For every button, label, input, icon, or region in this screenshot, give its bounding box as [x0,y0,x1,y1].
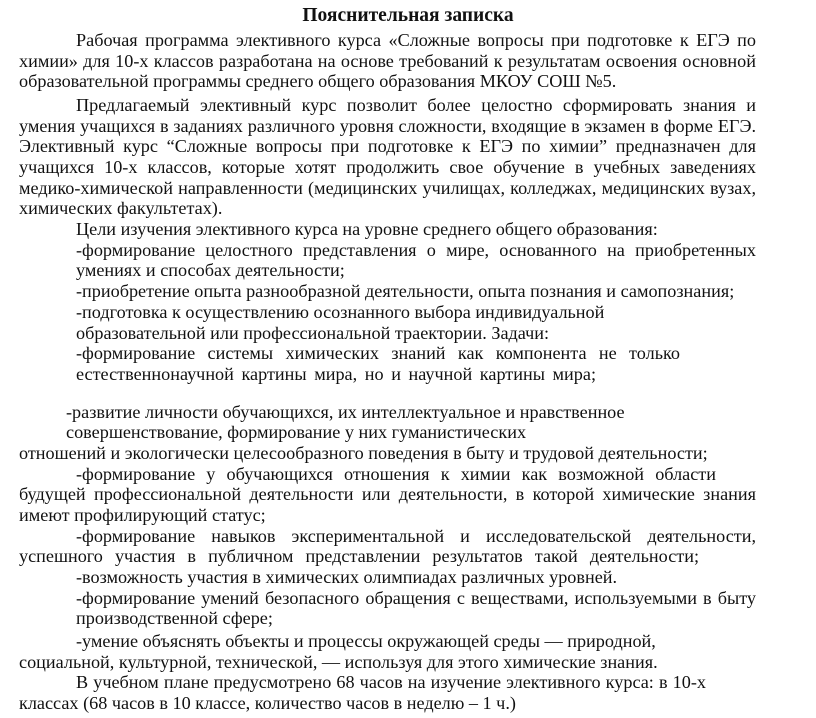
text-line: умения учащихся в заданиях различного уровня сложности, входящие в экзамен в форме ЕГЭ. [19,115,756,136]
text-line: производственной сфере; [76,608,273,629]
text-line: -умение объяснять объекты и процессы окружающей среды — природной, [76,630,656,651]
text-line: -формирование навыков экспериментальной и исследовательской деятельности, [76,525,756,546]
text-line: социальной, культурной, технической, — используя для этого химические знания. [19,651,658,672]
text-line: -формирование у обучающихся отношения к химии как возможной области [76,463,716,484]
text-line: умениях и способах деятельности; [76,260,345,281]
text-line: образовательной или профессиональной траектории. Задачи: [76,322,550,343]
text-line: -развитие личности обучающихся, их интеллектуальное и нравственное [66,401,625,422]
text-line: классах (68 часов в 10 классе, количество часов в неделю – 1 ч.) [19,693,516,713]
text-line: химических факультетах). [19,198,223,219]
text-line: Элективный курс “Сложные вопросы при подготовке к ЕГЭ по химии” предназначен для [19,136,756,157]
text-line: -приобретение опыта разнообразной деятельности, опыта познания и самопознания; [76,281,735,302]
text-line: -формирование умений безопасного обращения с веществами, используемыми в быту [76,587,756,608]
text-line: -формирование целостного представления о мире, основанного на приобретенных [76,239,756,260]
text-line: Рабочая программа элективного курса «Сложные вопросы при подготовке к ЕГЭ по [76,30,756,50]
text-line: химии» для 10-х классов разработана на основе требований к результатам освоения основной [19,50,756,71]
text-line: медико-химической направленности (медицинских училищах, колледжах, медицинских вузах, [19,177,756,198]
text-line: -подготовка к осуществлению осознанного выбора индивидуальной [76,301,605,322]
text-line: отношений и экологически целесообразного поведения в быту и трудовой деятельности; [19,442,708,463]
text-line: -формирование системы химических знаний как компонента не только [76,343,680,364]
text-line: будущей профессиональной деятельности или деятельности, в которой химические знания [19,484,756,505]
text-line: Предлагаемый элективный курс позволит более целостно сформировать знания и [76,94,756,115]
text-line: В учебном плане предусмотрено 68 часов на изучение элективного курса: в 10-х [76,672,706,693]
text-line: естественнонаучной картины мира, но и научной картины мира; [76,363,596,384]
text-line: образовательной программы среднего общего образования МКОУ СОШ №5. [19,71,617,92]
text-line: совершенствование, формирование у них гуманистических [66,422,527,443]
document-title: Пояснительная записка [302,5,514,26]
text-line: успешного участия в публичном представлении результатов такой деятельности; [19,546,699,567]
text-line: имеют профилирующий статус; [19,504,266,525]
text-line: Цели изучения элективного курса на уровне среднего общего образования: [76,219,658,239]
text-line: -возможность участия в химических олимпиадах различных уровней. [76,567,618,587]
text-line: учащихся 10-х классов, которые хотят продолжить свое обучение в учебных заведениях [19,157,756,177]
